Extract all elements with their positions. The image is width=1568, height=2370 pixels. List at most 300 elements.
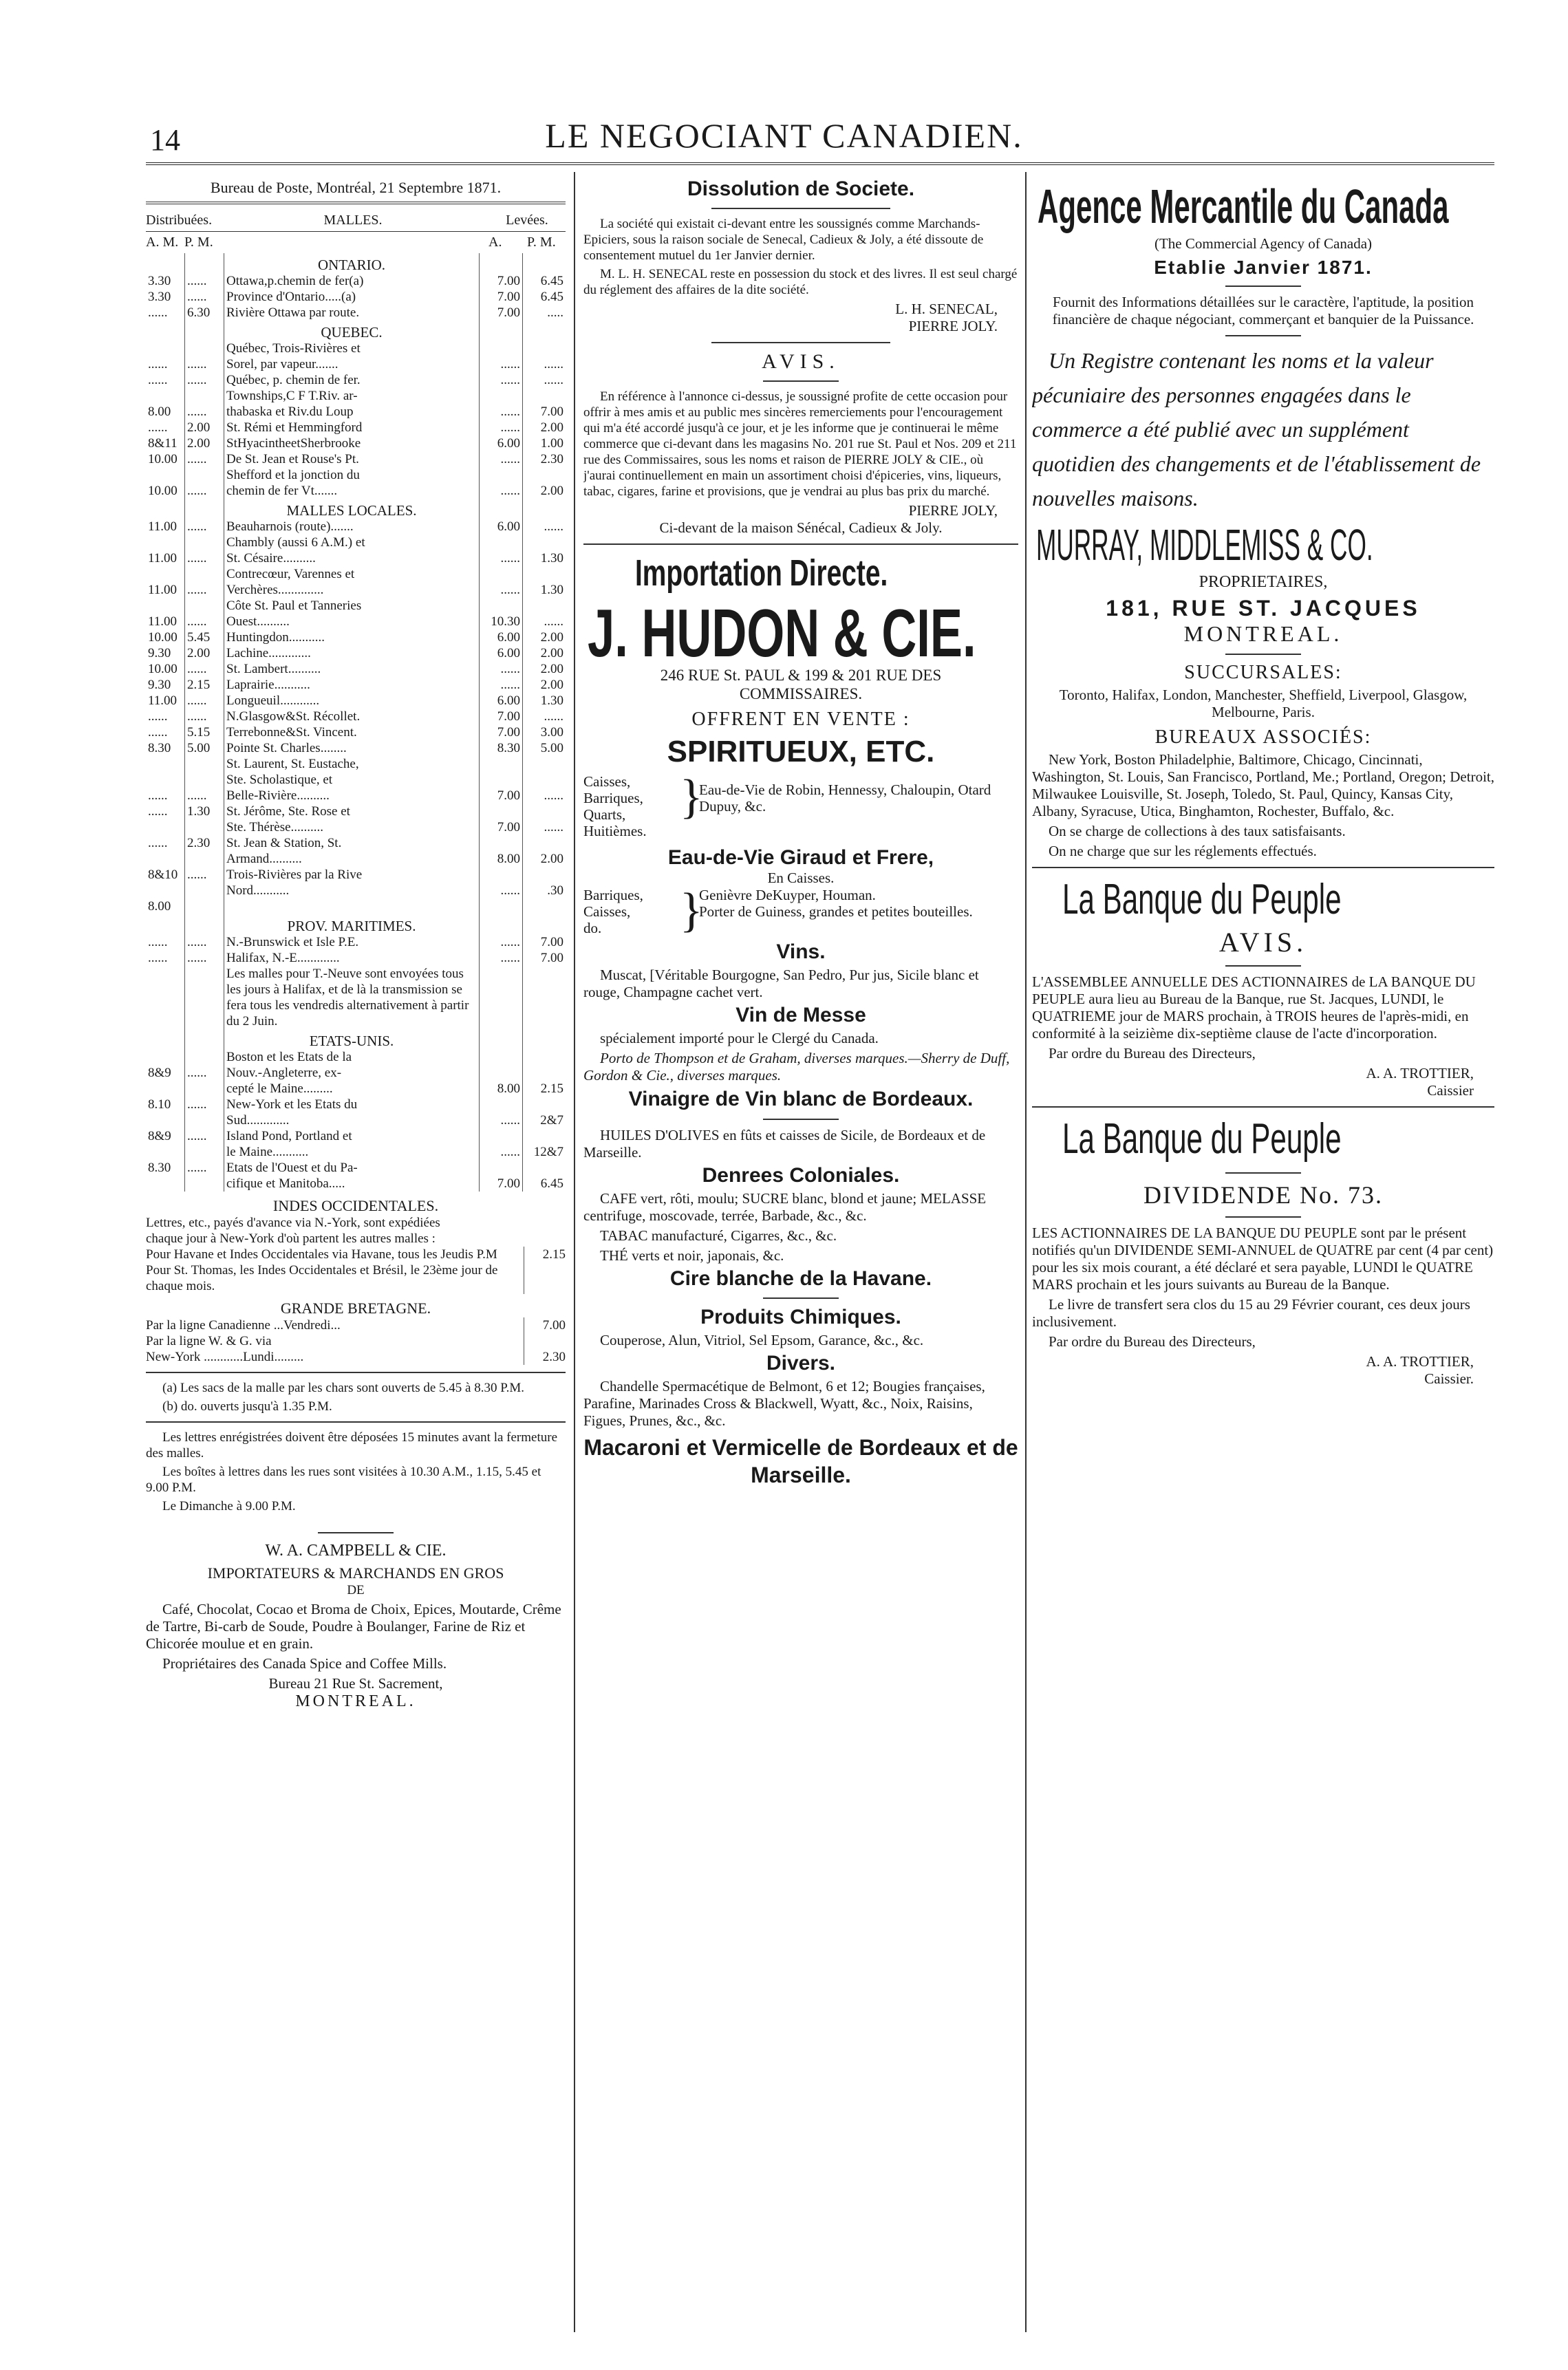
mail-row [146,388,566,404]
mail-cell-dest: Boston et les Etats de la [224,1049,480,1065]
mail-cell-p [523,598,566,614]
mail-cell-am: 8&11 [146,435,185,451]
gb-lines [146,1317,566,1365]
en-caisses: En Caisses. [767,870,835,886]
mail-cell-dest: Rivière Ottawa par route. [224,305,480,321]
murray-title: MURRAY, MIDDLEMISS & CO. [1036,520,1373,570]
mail-cell-dest: Terrebonne&St. Vincent. [224,724,480,740]
schedule-time: 7.00 [542,1318,566,1333]
mail-cell-dest: Longueuil............ [224,693,480,709]
mail-row [146,1081,566,1097]
note-text: Les boîtes à lettres dans les rues sont visitées à 10.30 A.M., 1.15, 5.45 et 9.00 P.M. [146,1465,541,1495]
mail-cell-a: 7.00 [480,709,523,724]
mail-cell-p: 2.00 [540,630,563,645]
charge-text-1: On se charge de collections à des taux satisfaisants. [1049,823,1346,839]
mail-row [146,1176,566,1192]
dividende-text: LES ACTIONNAIRES DE LA BANQUE DU PEUPLE sont par le présent notifiés qu'un DIVIDENDE SEMI-ANNUEL de QUATRE par cent (4 par cent) pour les six mois courant, a été déclaré et sera payable, LUNDI le QUATRE MARS prochain et les jours suivants au Bureau de la Banque. [1032,1225,1494,1293]
mail-cell-am [146,883,185,898]
mail-cell-am: 9.30 [146,645,185,661]
mail-cell-p [523,388,566,404]
mail-cell-am: 8&9 [146,1128,185,1144]
mail-cell-dest [224,898,480,914]
mail-row [146,1144,566,1160]
mail-cell-dest: St. Césaire.......... [224,550,480,566]
mail-cell-pm [185,535,224,550]
mail-cell-p: 2.00 [540,646,563,660]
note-text: Les lettres enrégistrées doivent être déposées 15 minutes avant la fermeture des malles. [146,1430,557,1461]
mail-cell-am: 8&10 [146,867,185,883]
mail-cell-am: 10.00 [146,451,185,467]
mail-row [146,629,566,645]
schedule-line [146,1262,566,1294]
mail-cell-p [523,341,566,356]
mail-cell-pm: ...... [185,1065,224,1081]
proprietaires: PROPRIETAIRES, [1199,573,1328,591]
mail-row [146,950,566,966]
mail-row [146,934,566,950]
mail-row [146,835,566,851]
mail-cell-a: 8.00 [480,851,523,867]
produits-title: Produits Chimiques. [700,1306,901,1328]
mail-cell-a: 7.00 [480,289,523,305]
offrent-title: OFFRENT EN VENTE : [691,709,910,730]
note-text: (a) Les sacs de la malle par les chars sont ouverts de 5.45 à 8.30 P.M. [162,1381,525,1395]
mail-row [146,788,566,804]
mail-cell-a [480,835,523,851]
mail-row [146,566,566,582]
mail-cell-am: 11.00 [146,519,185,535]
mail-row [146,582,566,598]
schedule-text: Pour St. Thomas, les Indes Occidentales et Brésil, le 23ème jour de chaque mois. [146,1262,524,1294]
mail-cell-am: ...... [146,950,185,966]
mail-cell-am: ...... [146,788,185,804]
mail-row [146,966,566,1029]
mail-cell-dest: Québec, Trois-Rivières et [224,341,480,356]
header-malles: MALLES. [323,213,383,228]
mail-cell-p: 6.45 [540,274,563,288]
avis2-title: AVIS. [1218,927,1308,958]
mail-cell-pm: 2.00 [185,420,224,435]
mail-cell-dest: Ste. Thérèse.......... [224,819,480,835]
assemblee-text: L'ASSEMBLEE ANNUELLE DES ACTIONNAIRES de LA BANQUE DU PEUPLE aura lieu au Bureau de la Banque, rue St. Jacques, LUNDI, le QUATRIEME jour de MARS prochain, à TROIS heures de l'après-midi, en conformité à la seizième dix-septième clause de l'acte d'incorporation. [1032,973,1476,1042]
mail-cell-p: 6.45 [540,1176,563,1191]
mail-cell-dest: Laprairie........... [224,677,480,693]
the-text: THÉ verts et noir, japonais, &c. [600,1247,784,1264]
mail-section-row [146,914,566,934]
spiritueux-title: SPIRITUEUX, ETC. [667,735,935,768]
mail-cell-dest: St. Jérôme, Ste. Rose et [224,804,480,819]
mail-cell-a: 8.30 [480,740,523,756]
mail-cell-a: 6.00 [480,629,523,645]
indes-title: INDES OCCIDENTALES. [272,1197,439,1214]
trottier: A. A. TROTTIER, [1366,1065,1474,1081]
mail-cell-a [480,535,523,550]
produits-text: Couperose, Alun, Vitriol, Sel Epsom, Garance, &c., &c. [600,1332,924,1348]
mail-cell-am [146,756,185,772]
mail-cell-am: ...... [146,934,185,950]
campbell-goods: Café, Chocolat, Cocao et Broma de Choix, Epices, Moutarde, Crême de Tartre, Bi-carb de Soude, Poudre à Boulanger, Farine de Riz et Chicorée moulue et en grain. [146,1601,561,1652]
mail-cell-pm: ...... [185,950,224,966]
mail-cell-am: ...... [146,372,185,388]
dissolution-text2: M. L. H. SENECAL reste en possession du stock et des livres. Il est seul chargé du réglement des affaires de la dite société. [583,267,1018,297]
par-ordre: Par ordre du Bureau des Directeurs, [1049,1045,1256,1062]
mail-cell-pm [185,772,224,788]
mail-cell-p [523,1097,566,1112]
hudon-address: 246 RUE St. PAUL & 199 & 201 RUE DES COMMISSAIRES. [660,667,942,702]
mail-cell-am: 10.00 [146,629,185,645]
mail-cell-dest: cifique et Manitoba..... [224,1176,480,1192]
mail-cell-p: 2.00 [540,420,563,435]
mail-cell-a: 7.00 [480,273,523,289]
mail-cell-pm: ...... [185,934,224,950]
mail-row [146,898,566,914]
mail-cell-am: ...... [146,709,185,724]
mail-cell-am: ...... [146,356,185,372]
mail-cell-p [523,867,566,883]
mail-cell-pm: 5.00 [185,740,224,756]
mail-cell-pm [185,966,224,1029]
caissier: Caissier [1427,1082,1474,1099]
mail-cell-p: ...... [544,614,563,629]
mail-cell-pm: ...... [185,356,224,372]
mail-cell-am [146,772,185,788]
mail-row [146,693,566,709]
mail-cell-dest: Chambly (aussi 6 A.M.) et [224,535,480,550]
mail-cell-a: ...... [480,372,523,388]
mail-cell-am [146,1112,185,1128]
campbell-city: MONTREAL. [295,1692,416,1710]
mail-cell-dest: Townships,C F T.Riv. ar- [224,388,480,404]
dividende-text-2: Le livre de transfert sera clos du 15 au 29 Février courant, ces deux jours inclusivement. [1032,1296,1470,1330]
mail-section-row [146,253,566,273]
mail-cell-am: ...... [146,804,185,819]
avis-sig2: Ci-devant de la maison Sénécal, Cadieux & Joly. [659,519,943,536]
mail-row [146,305,566,321]
mail-cell-dest: Sorel, par vapeur....... [224,356,480,372]
agence-column [1032,179,1494,2332]
divers-title: Divers. [766,1352,836,1375]
divider [1225,1216,1301,1218]
mail-row [146,598,566,614]
mail-cell-pm: ...... [185,519,224,535]
mail-row [146,724,566,740]
etablie: Etablie Janvier 1871. [1154,257,1373,278]
mail-cell-pm [185,756,224,772]
mail-cell-am [146,1049,185,1065]
mail-row [146,614,566,629]
gb-title: GRANDE BRETAGNE. [280,1300,431,1317]
mail-section-row [146,1029,566,1049]
list-eau-de-vie [583,773,1018,839]
mail-cell-pm: ...... [185,661,224,677]
mail-cell-a: 7.00 [480,1176,523,1192]
mail-cell-pm [185,467,224,483]
mail-row [146,645,566,661]
header-a: A. [488,235,502,250]
caissier-2: Caissier. [1424,1370,1474,1387]
mail-cell-p [523,756,566,772]
mail-row [146,550,566,566]
mail-cell-dest: Québec, p. chemin de fer. [224,372,480,388]
note-text: (b) do. ouverts jusqu'à 1.35 P.M. [162,1399,332,1414]
mail-table [146,253,566,1192]
mail-table-header [146,210,566,232]
divider [146,1372,566,1373]
mail-cell-dest: Pointe St. Charles........ [224,740,480,756]
mail-cell-a [480,898,523,914]
mail-cell-pm: ...... [185,582,224,598]
mail-cell-p: ...... [544,357,563,371]
mail-cell-a [480,598,523,614]
macaroni-title: Macaroni et Vermicelle de Bordeaux et de Marseille. [583,1435,1018,1487]
mail-cell-p: ...... [544,820,563,834]
mail-cell-pm: ...... [185,867,224,883]
mail-cell-p [523,966,566,1029]
divider [1032,867,1494,868]
mail-row [146,467,566,483]
list-genievre [583,884,1018,937]
schedule-text: Pour Havane et Indes Occidentales via Havane, tous les Jeudis P.M [146,1247,524,1262]
mail-cell-p: 3.00 [540,725,563,740]
mail-cell-am [146,598,185,614]
mail-cell-am: ...... [146,305,185,321]
mail-cell-dest: Halifax, N.-E............. [224,950,480,966]
mail-cell-dest: Contrecœur, Varennes et [224,566,480,582]
schedule-line [146,1333,566,1349]
mail-cell-dest: Côte St. Paul et Tanneries [224,598,480,614]
mail-cell-dest: St. Laurent, St. Eustache, [224,756,480,772]
mail-cell-a: ...... [480,483,523,499]
mail-cell-pm [185,566,224,582]
mail-cell-a [480,1128,523,1144]
mail-cell-p: ...... [544,709,563,724]
note-text: Le Dimanche à 9.00 P.M. [162,1499,296,1513]
mail-row [146,420,566,435]
header-distribuees: Distribuées. [146,213,213,228]
mail-cell-am: 8&9 [146,1065,185,1081]
mail-cell-a: ...... [480,420,523,435]
mail-cell-p: 1.30 [540,693,563,708]
mail-cell-dest: Etats de l'Ouest et du Pa- [224,1160,480,1176]
mail-cell-am: 8.30 [146,740,185,756]
mail-cell-pm: ...... [185,693,224,709]
mail-cell-dest: St. Jean & Station, St. [224,835,480,851]
mail-cell-dest: New-York et les Etats du [224,1097,480,1112]
mail-cell-p: ...... [544,788,563,803]
mail-cell-am [146,851,185,867]
mail-cell-pm: ...... [185,451,224,467]
notes [146,1380,566,1414]
mail-cell-pm [185,1176,224,1192]
mail-cell-a [480,467,523,483]
divider [1225,965,1301,967]
mail-cell-pm: 6.30 [185,305,224,321]
schedule-line [146,1317,566,1333]
schedule-time [524,1262,566,1294]
mail-cell-dest: StHyacintheetSherbrooke [224,435,480,451]
bureaux-title: BUREAUX ASSOCIÉS: [1154,726,1372,748]
brace: } [680,884,703,937]
schedule-line [146,1247,566,1262]
mail-cell-pm: ...... [185,1128,224,1144]
section-title: MALLES LOCALES. [224,499,480,519]
mail-cell-p: 2.00 [540,484,563,498]
mail-cell-a [480,756,523,772]
mail-cell-a: 6.00 [480,693,523,709]
brace: } [680,771,703,823]
mail-cell-a [480,341,523,356]
mail-cell-a [480,772,523,788]
mail-cell-pm: 5.45 [185,629,224,645]
agence-title: Agence Mercantile du Canada [1038,180,1449,233]
sig-joly: PIERRE JOLY. [908,318,998,334]
mail-cell-pm: 2.15 [185,677,224,693]
mail-cell-dest: Verchères.............. [224,582,480,598]
mail-cell-pm [185,388,224,404]
tabac-text: TABAC manufacturé, Cigarres, &c., &c. [600,1227,837,1244]
mail-cell-p: 1.30 [540,551,563,565]
mail-cell-pm: ...... [185,709,224,724]
mail-cell-pm: ...... [185,404,224,420]
mail-cell-am: ...... [146,835,185,851]
mail-cell-dest: Belle-Rivière.......... [224,788,480,804]
mail-row [146,883,566,898]
mail-cell-a [480,1065,523,1081]
mail-cell-p [523,898,566,914]
mail-row [146,661,566,677]
mail-cell-a: ...... [480,1144,523,1160]
succursales-title: SUCCURSALES: [1184,662,1342,683]
vins-title: Vins. [776,940,826,963]
campbell-addr: Bureau 21 Rue St. Sacrement, [268,1675,443,1692]
mail-cell-am [146,566,185,582]
importation-title: Importation Directe. [634,552,888,594]
mail-cell-p [523,566,566,582]
mail-cell-a: ...... [480,451,523,467]
divers-text: Chandelle Spermacétique de Belmont, 6 et 12; Bougies françaises, Parafine, Marinades Cross & Blackwell, Wyatt, &c., Noix, Raisins, Figues, Prunes, &c., &c. [583,1378,985,1429]
mail-cell-p [523,772,566,788]
mail-cell-am: 9.30 [146,677,185,693]
mail-cell-p [523,467,566,483]
mail-row [146,1049,566,1065]
mail-cell-pm: ...... [185,788,224,804]
page-number: 14 [150,123,180,157]
list2-right: Genièvre DeKuyper, Houman. Porter de Guiness, grandes et petites bouteilles. [699,887,973,920]
mail-cell-a: ...... [480,883,523,898]
mail-cell-pm [185,1112,224,1128]
mail-cell-am [146,467,185,483]
messe-text: spécialement importé pour le Clergé du Canada. [600,1030,879,1046]
mail-cell-pm: ...... [185,1160,224,1176]
mail-cell-pm [185,1144,224,1160]
fournit-text: Fournit des Informations détaillées sur le caractère, l'aptitude, la position financière de chaque négociant, commerçant et banquier de la Puissance. [1052,294,1474,327]
schedule-text: Par la ligne W. & G. via [146,1333,524,1349]
mail-cell-a [480,966,523,1029]
mail-cell-p: 2.30 [540,452,563,466]
mail-cell-dest: Province d'Ontario.....(a) [224,289,480,305]
mail-cell-a: ...... [480,934,523,950]
mail-cell-a [480,804,523,819]
mail-cell-am [146,1144,185,1160]
schedule-line [146,1349,566,1365]
mail-row [146,435,566,451]
mail-section-row [146,321,566,341]
mail-cell-pm: 2.30 [185,835,224,851]
mail-row [146,851,566,867]
dividende-title: DIVIDENDE No. 73. [1143,1181,1383,1209]
mail-cell-a: 6.00 [480,519,523,535]
divider [1225,654,1301,655]
notes2 [146,1430,566,1514]
indes-text: Lettres, etc., payés d'avance via N.-York, sont expédiées chaque jour à New-York d'où partent les autres malles : [146,1216,440,1246]
mail-cell-a [480,1049,523,1065]
messe-title: Vin de Messe [735,1004,866,1026]
vinaigre-title: Vinaigre de Vin blanc de Bordeaux. [628,1088,974,1110]
mail-cell-am: 11.00 [146,693,185,709]
mail-cell-am [146,535,185,550]
mail-cell-dest: Trois-Rivières par la Rive [224,867,480,883]
mail-cell-a [480,566,523,582]
mail-cell-am: 8.00 [146,404,185,420]
mail-row [146,451,566,467]
mail-table-subheader [146,232,566,253]
campbell-de: DE [347,1583,365,1597]
mail-cell-am: 3.30 [146,273,185,289]
porto-text: Porto de Thompson et de Graham, diverses marques.—Sherry de Duff, Gordon & Cie., diverses marques. [583,1050,1010,1084]
divider [1032,1106,1494,1108]
mail-cell-p [523,1049,566,1065]
mail-row [146,289,566,305]
mail-row [146,740,566,756]
divider [583,543,1018,545]
mail-cell-pm [185,598,224,614]
mail-cell-dest: Shefford et la jonction du [224,467,480,483]
hudon-title: J. HUDON & CIE. [588,595,976,666]
masthead-rule [146,162,1494,167]
list2-left: Barriques, Caisses, do. [583,887,643,936]
montreal: MONTREAL. [1183,621,1343,646]
mail-row [146,372,566,388]
mail-cell-p: 6.45 [540,290,563,304]
mail-cell-a: ...... [480,661,523,677]
charge-text-2: On ne charge que sur les réglements effectués. [1049,843,1317,859]
divider [1225,1172,1301,1174]
giraud-title: Eau-de-Vie Giraud et Frere, [667,846,934,869]
mail-cell-pm: 1.30 [185,804,224,819]
mail-cell-dest: Les malles pour T.-Neuve sont envoyées tous les jours à Halifax, et de là la transmission se fera tous les vendredis alternativement à partir du 2 Juin. [224,966,480,1029]
mail-row [146,819,566,835]
mail-row [146,804,566,819]
post-office-column [146,179,566,2332]
mail-cell-a: 7.00 [480,724,523,740]
mail-cell-am: 10.00 [146,661,185,677]
mail-row [146,404,566,420]
section-title: PROV. MARITIMES. [224,914,480,934]
mail-cell-a: 10.30 [480,614,523,629]
mail-cell-a: 6.00 [480,645,523,661]
mail-row [146,1128,566,1144]
mail-cell-p: ...... [544,373,563,387]
par-ordre-2: Par ordre du Bureau des Directeurs, [1049,1333,1256,1350]
mail-cell-pm: ...... [185,1097,224,1112]
divider [1225,335,1301,336]
mail-cell-am [146,1081,185,1097]
list1-right: Eau-de-Vie de Robin, Hennessy, Chaloupin, Otard Dupuy, &c. [699,782,991,815]
mail-cell-pm: 2.00 [185,645,224,661]
header-pm: P. M. [184,235,213,250]
campbell-line1: IMPORTATEURS & MARCHANDS EN GROS [207,1564,504,1582]
hudon-column [583,179,1018,2332]
